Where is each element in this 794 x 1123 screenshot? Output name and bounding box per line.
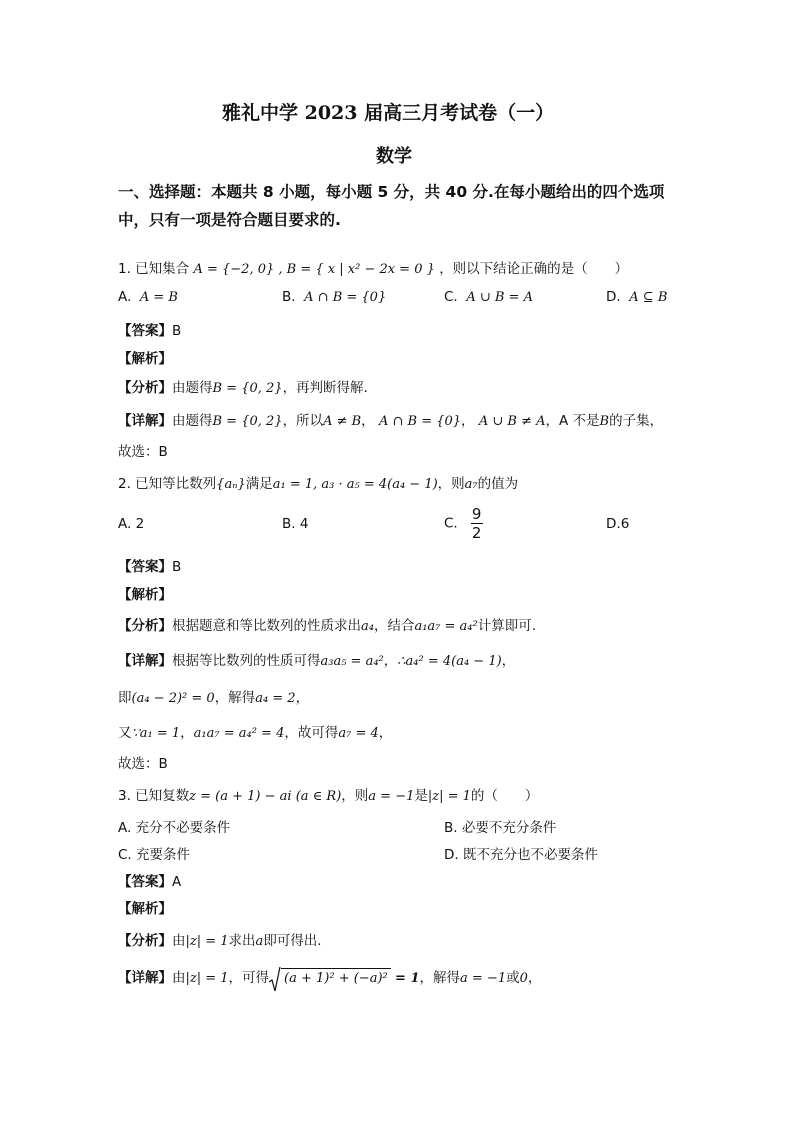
option-letter: D. bbox=[606, 289, 621, 305]
detail-text: ， bbox=[180, 725, 194, 741]
q2-stem-text: 2. 已知等比数列 bbox=[118, 476, 217, 492]
detail-math: a = −1 bbox=[460, 971, 507, 986]
option-text: A ∩ B = {0} bbox=[304, 290, 387, 305]
detail-math: A ∪ B ≠ A bbox=[478, 414, 546, 429]
q3-stem bbox=[118, 784, 538, 804]
fenxi-math: a bbox=[255, 934, 264, 949]
option-text: 充分不必要条件 bbox=[135, 820, 231, 836]
section-heading-line1: 一、选择题：本题共 8 小题，每小题 5 分，共 40 分.在每小题给出的四个选项 bbox=[118, 183, 665, 201]
q3-option-d bbox=[444, 843, 598, 863]
q3-stem-text: 3. 已知复数 bbox=[118, 788, 190, 804]
q2-option-d bbox=[606, 516, 629, 532]
detail-math: (a + 1)² + (−a)² bbox=[281, 968, 391, 986]
option-text: A ⊆ B bbox=[629, 290, 668, 305]
detail-math: a₇ = 4 bbox=[338, 726, 379, 741]
q1-option-b bbox=[282, 289, 386, 305]
detail-math: B bbox=[599, 414, 610, 429]
q3-analysis-label: 【解析】 bbox=[118, 901, 172, 917]
fenxi-text-end: 即可得出. bbox=[263, 933, 322, 949]
answer-label: 【答案】 bbox=[118, 559, 172, 575]
q3-stem-text: ，则 bbox=[341, 788, 369, 804]
detail-text-end: ， bbox=[527, 970, 542, 986]
detail-text: ，解得 bbox=[214, 690, 256, 706]
q2-option-b bbox=[282, 516, 308, 532]
fenxi-math: a₁a₇ = a₄² bbox=[414, 619, 478, 634]
option-letter: D. bbox=[444, 847, 459, 863]
option-text: A = B bbox=[139, 290, 178, 305]
detail-text-end: 的子集， bbox=[609, 413, 664, 429]
detail-text: 由 bbox=[172, 970, 186, 986]
option-letter: B. bbox=[444, 820, 458, 836]
detail-text: ，故可得 bbox=[284, 725, 339, 741]
fenxi-text: 由 bbox=[172, 933, 186, 949]
detail-math: a₃a₅ = a₄² bbox=[320, 654, 384, 669]
q3-option-b bbox=[444, 816, 556, 836]
q1-option-c bbox=[444, 289, 533, 305]
q3-option-c bbox=[118, 843, 190, 863]
detail-math: (a₄ − 2)² = 0 bbox=[131, 691, 215, 706]
option-fraction bbox=[471, 505, 483, 542]
q2-fenxi bbox=[118, 614, 536, 634]
q1-option-a bbox=[118, 289, 178, 305]
q2-detail bbox=[118, 649, 515, 669]
answer-label: 【答案】 bbox=[118, 323, 172, 339]
q3-stem-math: |z| = 1 bbox=[427, 789, 471, 804]
q2-conclusion: 故选：B bbox=[118, 756, 168, 772]
option-text: 2 bbox=[135, 516, 145, 532]
detail-label: 【详解】 bbox=[118, 970, 172, 986]
answer-label: 【答案】 bbox=[118, 874, 172, 890]
q2-answer bbox=[118, 555, 181, 575]
fenxi-text: 根据题意和等比数列的性质求出 bbox=[172, 618, 361, 634]
q2-stem-text: 满足 bbox=[245, 476, 273, 492]
fenxi-math: B = {0, 2} bbox=[212, 381, 283, 396]
detail-math: ∵a₁ = 1 bbox=[131, 726, 181, 741]
detail-label: 【详解】 bbox=[118, 413, 172, 429]
detail-text: 即 bbox=[118, 690, 132, 706]
fenxi-text: 求出 bbox=[228, 933, 256, 949]
q3-answer bbox=[118, 870, 181, 890]
q2-stem-math: a₇ bbox=[464, 477, 478, 492]
q3-detail bbox=[118, 966, 541, 986]
option-text: 充要条件 bbox=[136, 847, 191, 863]
fenxi-text: 由题得 bbox=[172, 380, 213, 396]
option-letter: A. bbox=[118, 820, 132, 836]
detail-text: 根据等比数列的性质可得 bbox=[172, 653, 321, 669]
answer-value: B bbox=[172, 559, 182, 575]
detail-math: a₄ = 2 bbox=[255, 691, 296, 706]
page-title: 雅礼中学 2023 届高三月考试卷（一） bbox=[222, 102, 555, 124]
answer-value: B bbox=[172, 323, 182, 339]
q2-stem-math: {aₙ} bbox=[216, 477, 246, 492]
option-letter: B. bbox=[282, 289, 296, 305]
option-text: 既不充分也不必要条件 bbox=[462, 847, 598, 863]
fenxi-math: |z| = 1 bbox=[185, 934, 229, 949]
detail-math: A ∩ B = {0} bbox=[378, 414, 462, 429]
detail-text: 或 bbox=[506, 970, 520, 986]
q2-analysis-label: 【解析】 bbox=[118, 587, 172, 603]
q2-option-a bbox=[118, 516, 144, 532]
q1-conclusion: 故选：B bbox=[118, 444, 168, 460]
detail-math: 0 bbox=[519, 971, 528, 986]
option-letter: A. bbox=[118, 516, 132, 532]
q3-option-a bbox=[118, 816, 230, 836]
detail-text-end: ， bbox=[501, 653, 516, 669]
fenxi-label: 【分析】 bbox=[118, 618, 172, 634]
detail-text: ，所以 bbox=[282, 413, 324, 429]
q2-option-c bbox=[444, 505, 483, 542]
fenxi-text-end: ，再判断得解. bbox=[282, 380, 368, 396]
sqrt-sign-icon bbox=[269, 967, 281, 993]
subject-title: 数学 bbox=[376, 146, 412, 167]
fraction-numerator: 9 bbox=[471, 505, 482, 523]
detail-text: ，A 不是 bbox=[545, 413, 600, 429]
detail-text: 又 bbox=[118, 725, 132, 741]
sqrt-expression bbox=[269, 970, 391, 986]
option-text: 4 bbox=[299, 516, 309, 532]
detail-math: B = {0, 2} bbox=[212, 414, 283, 429]
q2-stem-math: a₁ = 1, a₃ · a₅ = 4(a₄ − 1) bbox=[272, 477, 438, 492]
q1-analysis-label: 【解析】 bbox=[118, 351, 172, 367]
detail-math: A ≠ B bbox=[323, 414, 362, 429]
q1-fenxi bbox=[118, 376, 368, 396]
detail-text: ， bbox=[461, 413, 475, 429]
fraction-denominator: 2 bbox=[471, 524, 482, 542]
q2-detail-line3 bbox=[118, 721, 392, 741]
section-heading-line2: 中，只有一项是符合题目要求的. bbox=[118, 211, 341, 229]
option-letter: C. bbox=[118, 847, 132, 863]
fenxi-math: a₄ bbox=[361, 619, 374, 634]
detail-math: = 1 bbox=[395, 971, 420, 986]
q2-stem-text-end: 的值为 bbox=[477, 476, 519, 492]
q2-stem bbox=[118, 472, 518, 492]
detail-text: ，可得 bbox=[228, 970, 270, 986]
answer-value: A bbox=[172, 874, 182, 890]
option-letter: C. bbox=[444, 515, 458, 532]
q3-fenxi bbox=[118, 929, 322, 949]
detail-text: ， bbox=[383, 653, 398, 669]
q2-stem-text: ，则 bbox=[437, 476, 465, 492]
detail-text: 由题得 bbox=[172, 413, 213, 429]
detail-math: a₁a₇ = a₄² = 4 bbox=[193, 726, 285, 741]
q2-detail-line2 bbox=[118, 686, 309, 706]
fenxi-label: 【分析】 bbox=[118, 380, 172, 396]
q1-detail bbox=[118, 409, 663, 429]
q3-stem-text: 是 bbox=[414, 788, 428, 804]
fenxi-label: 【分析】 bbox=[118, 933, 172, 949]
q1-stem-text: 1. 已知集合 bbox=[118, 261, 190, 277]
q3-stem-text-end: 的（ ） bbox=[470, 788, 539, 804]
q1-option-d bbox=[606, 289, 667, 305]
q1-stem-text-end: ，则以下结论正确的是（ ） bbox=[439, 261, 629, 277]
q3-stem-math: z = (a + 1) − ai (a ∈ R) bbox=[189, 789, 342, 804]
option-text: 必要不充分条件 bbox=[461, 820, 557, 836]
option-text: A ∪ B = A bbox=[466, 290, 533, 305]
fenxi-text: ，结合 bbox=[373, 618, 415, 634]
detail-label: 【详解】 bbox=[118, 653, 172, 669]
option-text: 6 bbox=[620, 516, 630, 532]
detail-text: ，解得 bbox=[419, 970, 461, 986]
q1-stem-math: A = {−2, 0} , B = { x | x² − 2x = 0 } bbox=[193, 262, 435, 277]
option-letter: B. bbox=[282, 516, 296, 532]
q1-stem bbox=[118, 257, 628, 277]
q1-answer bbox=[118, 319, 181, 339]
detail-text: ， bbox=[361, 413, 375, 429]
detail-math: ∴a₄² = 4(a₄ − 1) bbox=[397, 654, 502, 669]
detail-text-end: ， bbox=[378, 725, 393, 741]
fenxi-text-end: 计算即可. bbox=[477, 618, 537, 634]
option-letter: D. bbox=[606, 516, 621, 532]
option-letter: C. bbox=[444, 289, 458, 305]
option-letter: A. bbox=[118, 289, 132, 305]
q3-stem-math: a = −1 bbox=[368, 789, 415, 804]
detail-text-end: ， bbox=[295, 690, 310, 706]
detail-math: |z| = 1 bbox=[185, 971, 229, 986]
